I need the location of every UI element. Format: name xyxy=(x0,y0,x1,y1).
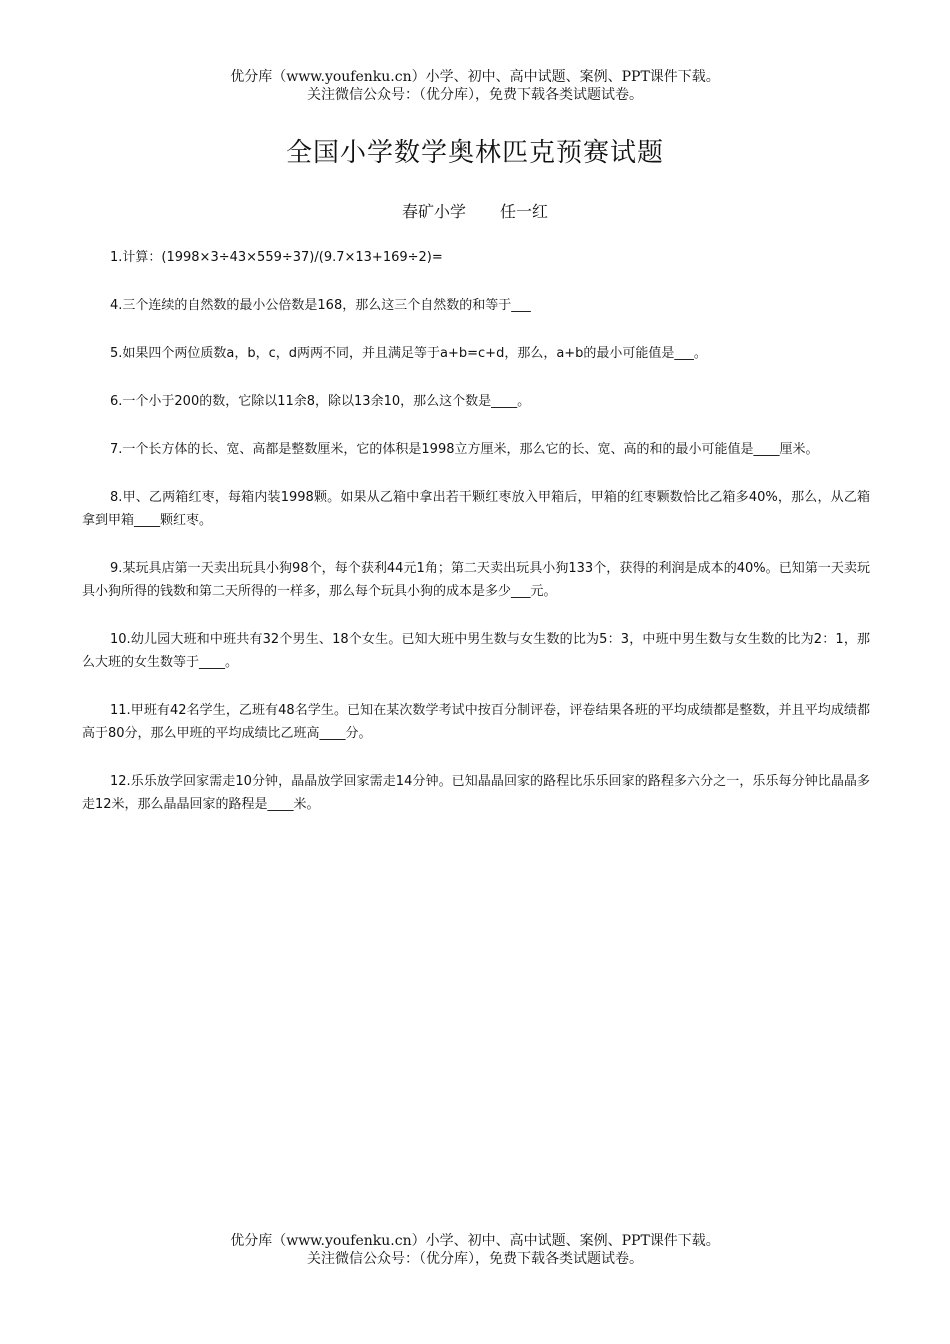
question-item: 8.甲、乙两箱红枣，每箱内装1998颗。如果从乙箱中拿出若干颗红枣放入甲箱后，甲箱的红枣颗数恰比乙箱多40%，那么，从乙箱拿到甲箱____颗红枣。 xyxy=(82,490,870,528)
header-line-1: 优分库（www.youfenku.cn）小学、初中、高中试题、案例、PPT课件下载。 xyxy=(230,69,720,85)
question-item: 5.如果四个两位质数a，b，c，d两两不同，并且满足等于a+b=c+d，那么，a+b的最小可能值是___。 xyxy=(110,346,707,361)
question-item: 12.乐乐放学回家需走10分钟，晶晶放学回家需走14分钟。已知晶晶回家的路程比乐乐回家的路程多六分之一，乐乐每分钟比晶晶多走12米，那么晶晶回家的路程是____米。 xyxy=(82,774,870,812)
question-item: 7.一个长方体的长、宽、高都是整数厘米，它的体积是1998立方厘米，那么它的长、宽、高的和的最小可能值是____厘米。 xyxy=(110,442,819,457)
question-list xyxy=(82,246,870,841)
page-header xyxy=(0,68,950,104)
author-line xyxy=(0,199,950,222)
question-item: 6.一个小于200的数，它除以11余8，除以13余10，那么这个数是____。 xyxy=(110,394,531,409)
question-item: 10.幼儿园大班和中班共有32个男生、18个女生。已知大班中男生数与女生数的比为5：3，中班中男生数与女生数的比为2：1，那么大班的女生数等于____。 xyxy=(82,632,870,670)
header-line-2: 关注微信公众号：（优分库），免费下载各类试题试卷。 xyxy=(307,87,643,103)
footer-line-2: 关注微信公众号：（优分库），免费下载各类试题试卷。 xyxy=(307,1251,643,1267)
page-title: 全国小学数学奥林匹克预赛试题 xyxy=(285,138,664,168)
question-item: 4.三个连续的自然数的最小公倍数是168，那么这三个自然数的和等于___ xyxy=(110,298,531,313)
question-item: 11.甲班有42名学生，乙班有48名学生。已知在某次数学考试中按百分制评卷，评卷结果各班的平均成绩都是整数，并且平均成绩都高于80分，那么甲班的平均成绩比乙班高____分。 xyxy=(82,703,870,741)
question-item: 1.计算：(1998×3÷43×559÷37)/(9.7×13+169÷2)= xyxy=(110,250,443,265)
question-item: 9.某玩具店第一天卖出玩具小狗98个，每个获利44元1角；第二天卖出玩具小狗133个，获得的利润是成本的40%。已知第一天卖玩具小狗所得的钱数和第二天所得的一样多，那么每个玩具小狗的成本是多少___元。 xyxy=(82,561,870,599)
author-name: 任一红 xyxy=(500,202,549,221)
author-school: 春矿小学 xyxy=(401,202,466,221)
footer-line-1: 优分库（www.youfenku.cn）小学、初中、高中试题、案例、PPT课件下载。 xyxy=(230,1233,720,1249)
page-footer xyxy=(0,1232,950,1268)
